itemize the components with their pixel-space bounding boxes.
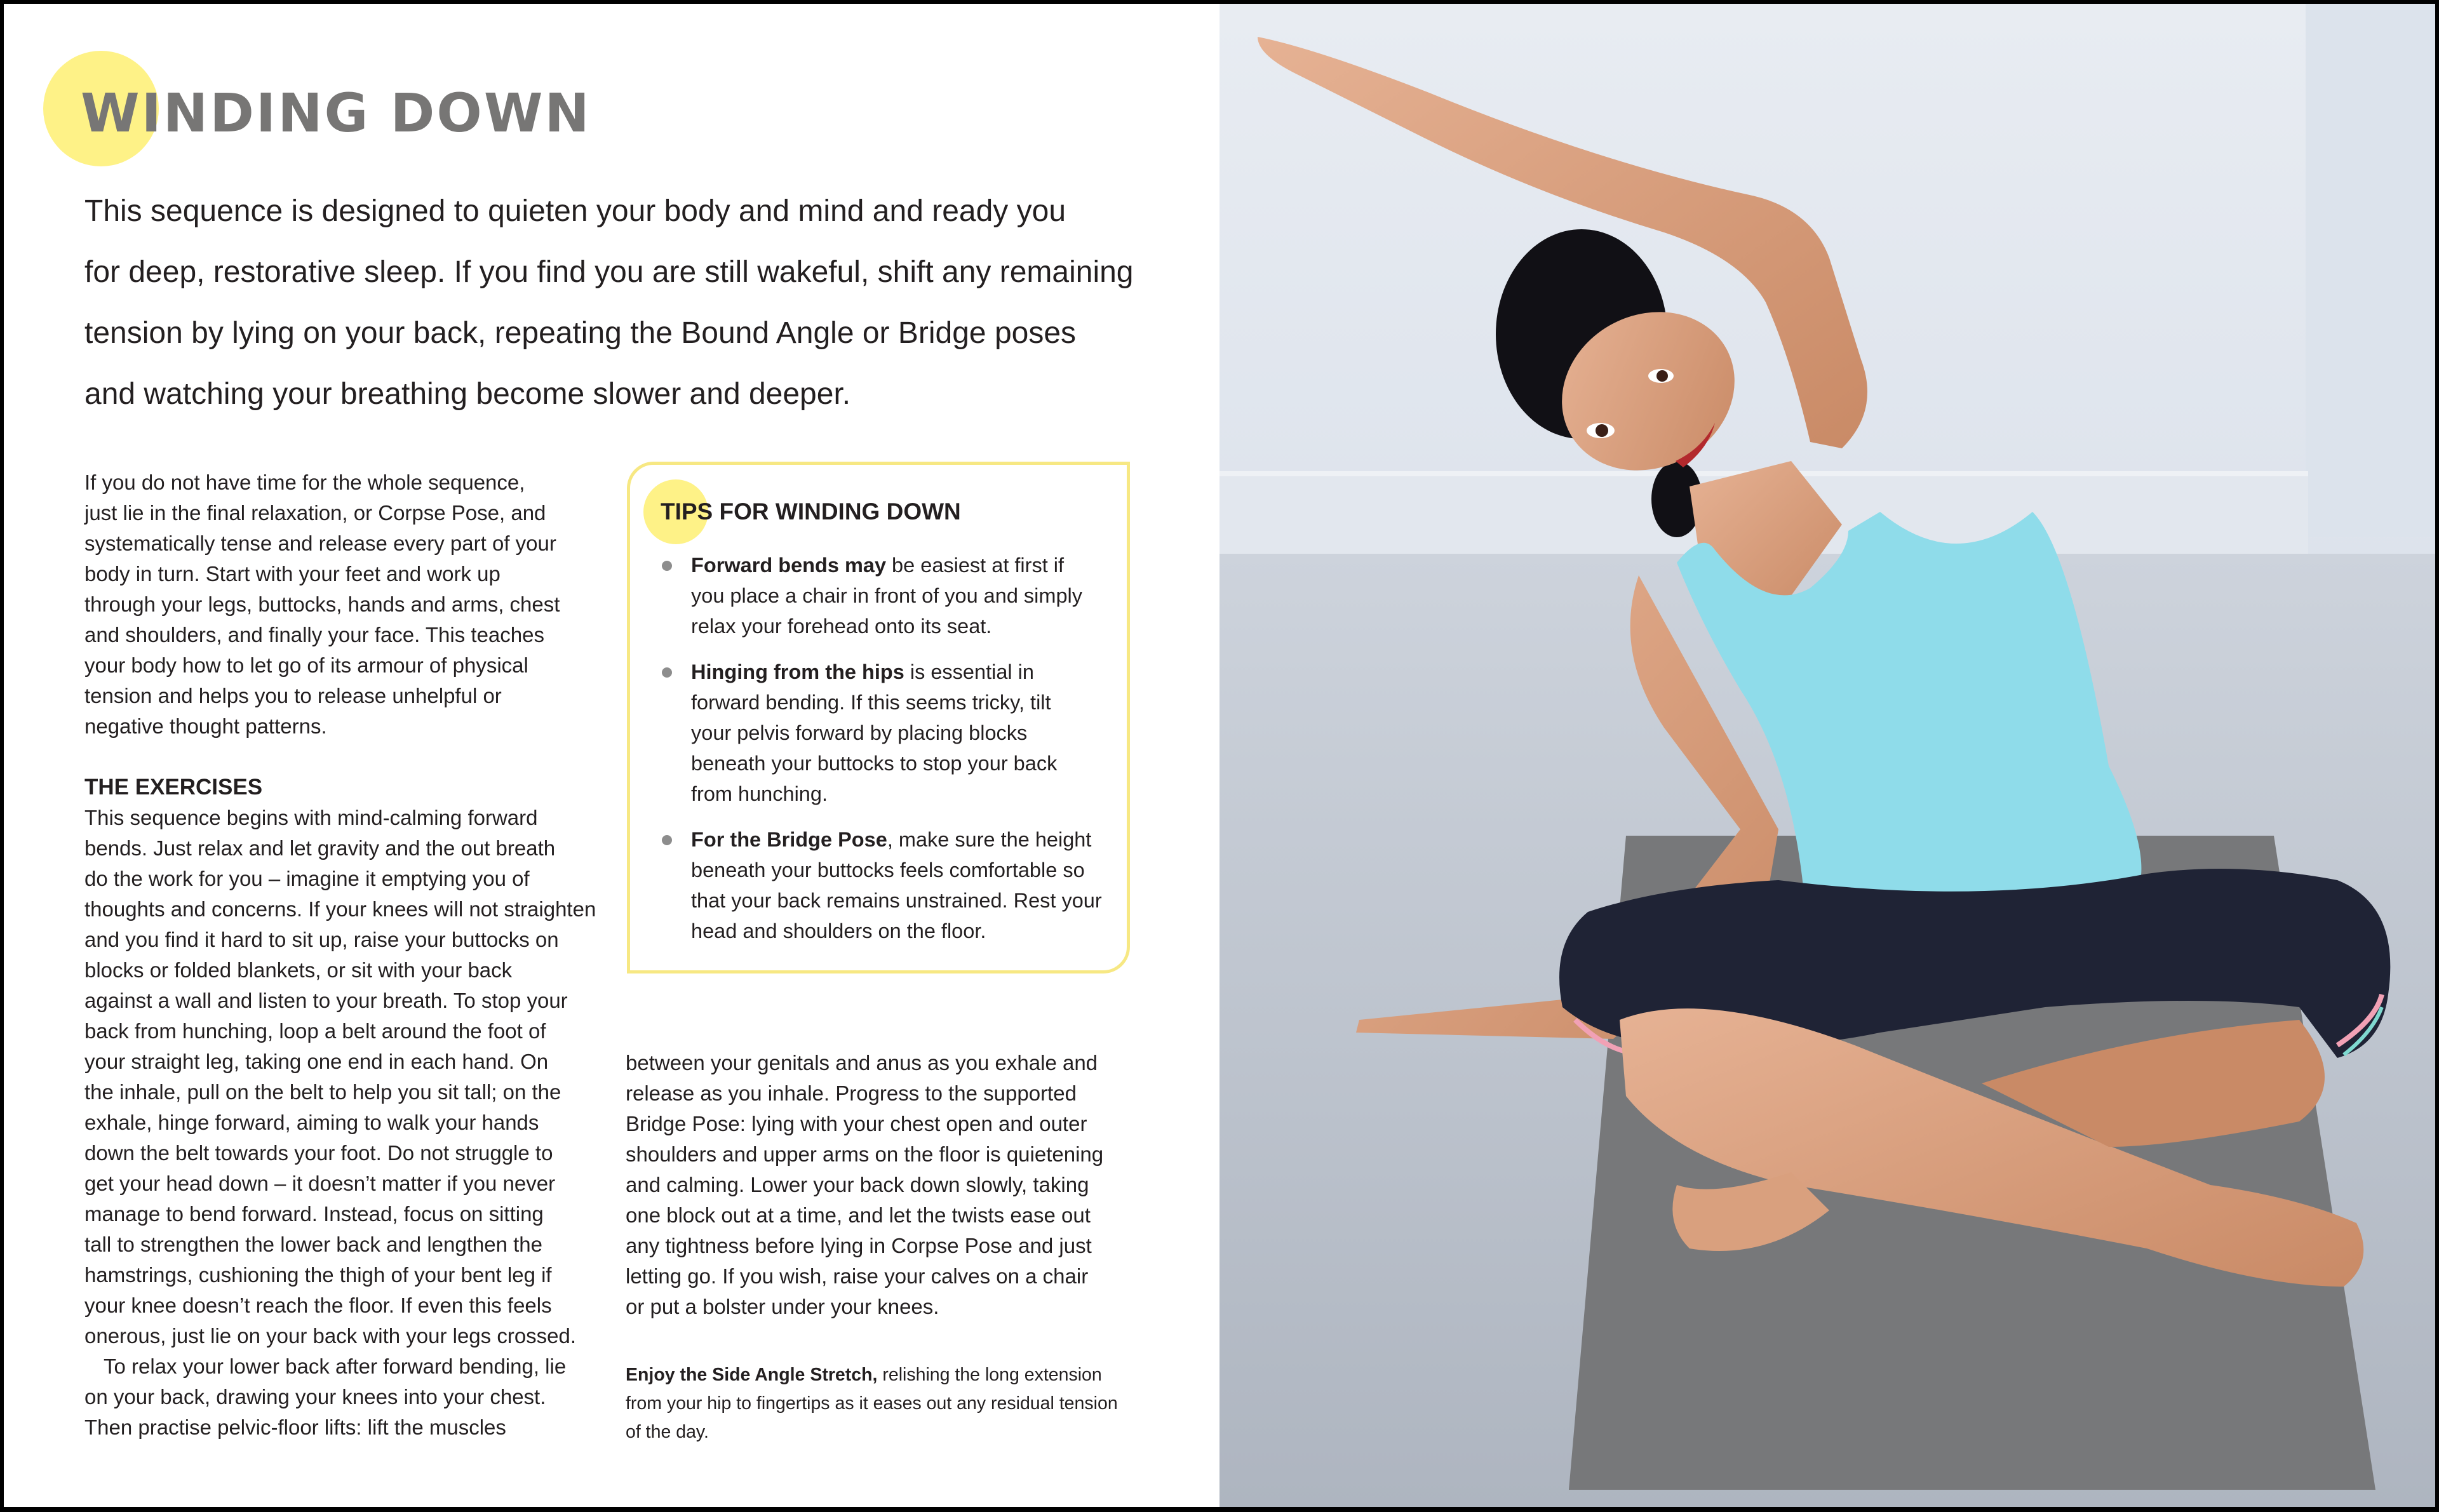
tip-text: you place a chair in front of you and simply: [691, 584, 1083, 607]
caption-lead: Enjoy the Side Angle Stretch,: [626, 1365, 878, 1385]
tip-lead: For the Bridge Pose: [691, 828, 887, 851]
text-line: and you find it hard to sit up, raise your buttocks on: [84, 928, 559, 951]
text-line: letting go. If you wish, raise your calves on a chair: [626, 1264, 1089, 1288]
tip-text: beneath your buttocks to stop your back: [691, 752, 1058, 775]
photo-caption: [626, 1361, 1118, 1447]
text-line: any tightness before lying in Corpse Pose and just: [626, 1234, 1092, 1257]
text-line: onerous, just lie on your back with your legs crossed.: [84, 1324, 577, 1348]
text-line: body in turn. Start with your feet and work up: [84, 562, 501, 585]
bullet-icon: [662, 667, 672, 678]
text-line: manage to bend forward. Instead, focus on sitting: [84, 1202, 544, 1226]
left-column: [84, 467, 599, 1443]
text-line: negative thought patterns.: [84, 714, 327, 738]
text-line: the inhale, pull on the belt to help you sit tall; on the: [84, 1080, 561, 1104]
tip-text: beneath your buttocks feels comfortable so: [691, 859, 1085, 881]
bullet-icon: [662, 835, 672, 845]
caption-text: relishing the long extension: [877, 1365, 1102, 1385]
tip-text: your pelvis forward by placing blocks: [691, 721, 1028, 744]
intro-line: and watching your breathing become slower and deeper.: [84, 377, 851, 411]
text-line: release as you inhale. Progress to the supported: [626, 1081, 1077, 1105]
tip-item: [691, 550, 1082, 641]
tip-lead: Hinging from the hips: [691, 660, 904, 683]
text-line: To relax your lower back after forward bending, lie: [104, 1355, 567, 1378]
text-line: Then practise pelvic-floor lifts: lift the muscles: [84, 1415, 506, 1439]
text-line: and calming. Lower your back down slowly, taking: [626, 1173, 1089, 1196]
text-line: back from hunching, loop a belt around the foot of: [84, 1019, 546, 1043]
text-line: If you do not have time for the whole sequence,: [84, 471, 525, 494]
text-line: between your genitals and anus as you exhale and: [626, 1051, 1098, 1074]
paragraph-exercises: [84, 803, 599, 1351]
intro-paragraph: [84, 181, 1164, 425]
text-line: shoulders and upper arms on the floor is quietening: [626, 1142, 1104, 1166]
text-line: exhale, hinge forward, aiming to walk your hands: [84, 1111, 539, 1134]
text-line: through your legs, buttocks, hands and arms, chest: [84, 592, 560, 616]
text-line: thoughts and concerns. If your knees will not straighten: [84, 897, 596, 921]
text-line: bends. Just relax and let gravity and the out breath: [84, 836, 556, 860]
caption-text: of the day.: [626, 1422, 709, 1442]
text-line: on your back, drawing your knees into your chest.: [84, 1385, 546, 1408]
intro-line: This sequence is designed to quieten your body and mind and ready you: [84, 194, 1066, 228]
text-line: blocks or folded blankets, or sit with your back: [84, 958, 513, 982]
text-line: your straight leg, taking one end in each hand. On: [84, 1050, 549, 1073]
caption-text: from your hip to fingertips as it eases out any residual tension: [626, 1393, 1118, 1414]
yoga-photo: [1220, 4, 2435, 1507]
text-line: and shoulders, and finally your face. This teaches: [84, 623, 544, 646]
text-line: or put a bolster under your knees.: [626, 1295, 939, 1318]
intro-line: tension by lying on your back, repeating the Bound Angle or Bridge poses: [84, 316, 1077, 350]
text-line: your knee doesn’t reach the floor. If even this feels: [84, 1294, 552, 1317]
text-line: tall to strengthen the lower back and lengthen the: [84, 1233, 542, 1256]
tip-text: head and shoulders on the floor.: [691, 920, 986, 942]
text-line: down the belt towards your foot. Do not struggle to: [84, 1141, 553, 1165]
tip-lead: Forward bends may: [691, 554, 887, 577]
tip-text: relax your forehead onto its seat.: [691, 615, 992, 638]
tip-text: from hunching.: [691, 782, 828, 805]
text-line: against a wall and listen to your breath. To stop your: [84, 989, 568, 1012]
paragraph-time: [84, 467, 599, 742]
intro-line: for deep, restorative sleep. If you find you are still wakeful, shift any remaining: [84, 255, 1134, 289]
tip-text: is essential in: [904, 660, 1034, 683]
text-line: just lie in the final relaxation, or Corpse Pose, and: [84, 501, 546, 525]
text-line: do the work for you – imagine it emptying you of: [84, 867, 530, 890]
text-line: your body how to let go of its armour of physical: [84, 653, 528, 677]
paragraph-relax-back: [84, 1351, 599, 1443]
tip-text: that your back remains unstrained. Rest your: [691, 889, 1102, 912]
middle-column: [626, 1048, 1146, 1322]
text-line: one block out at a time, and let the twists ease out: [626, 1203, 1091, 1227]
text-line: hamstrings, cushioning the thigh of your bent leg if: [84, 1263, 552, 1287]
tip-item: [691, 824, 1102, 946]
text-line: tension and helps you to release unhelpful or: [84, 684, 502, 707]
tip-text: , make sure the height: [887, 828, 1092, 851]
text-line: Bridge Pose: lying with your chest open and outer: [626, 1112, 1087, 1135]
text-line: systematically tense and release every part of your: [84, 532, 556, 555]
bullet-icon: [662, 561, 672, 571]
tip-item: [691, 657, 1057, 809]
tip-text: be easiest at first if: [886, 554, 1065, 577]
text-line: This sequence begins with mind-calming forward: [84, 806, 538, 829]
section-heading-exercises: THE EXERCISES: [84, 775, 263, 799]
side-angle-stretch-illustration: [1220, 4, 2435, 1507]
tip-text: forward bending. If this seems tricky, tilt: [691, 691, 1051, 714]
tips-title: TIPS FOR WINDING DOWN: [661, 498, 961, 525]
page-title: WINDING DOWN: [81, 82, 591, 144]
text-line: get your head down – it doesn’t matter if you never: [84, 1172, 556, 1195]
